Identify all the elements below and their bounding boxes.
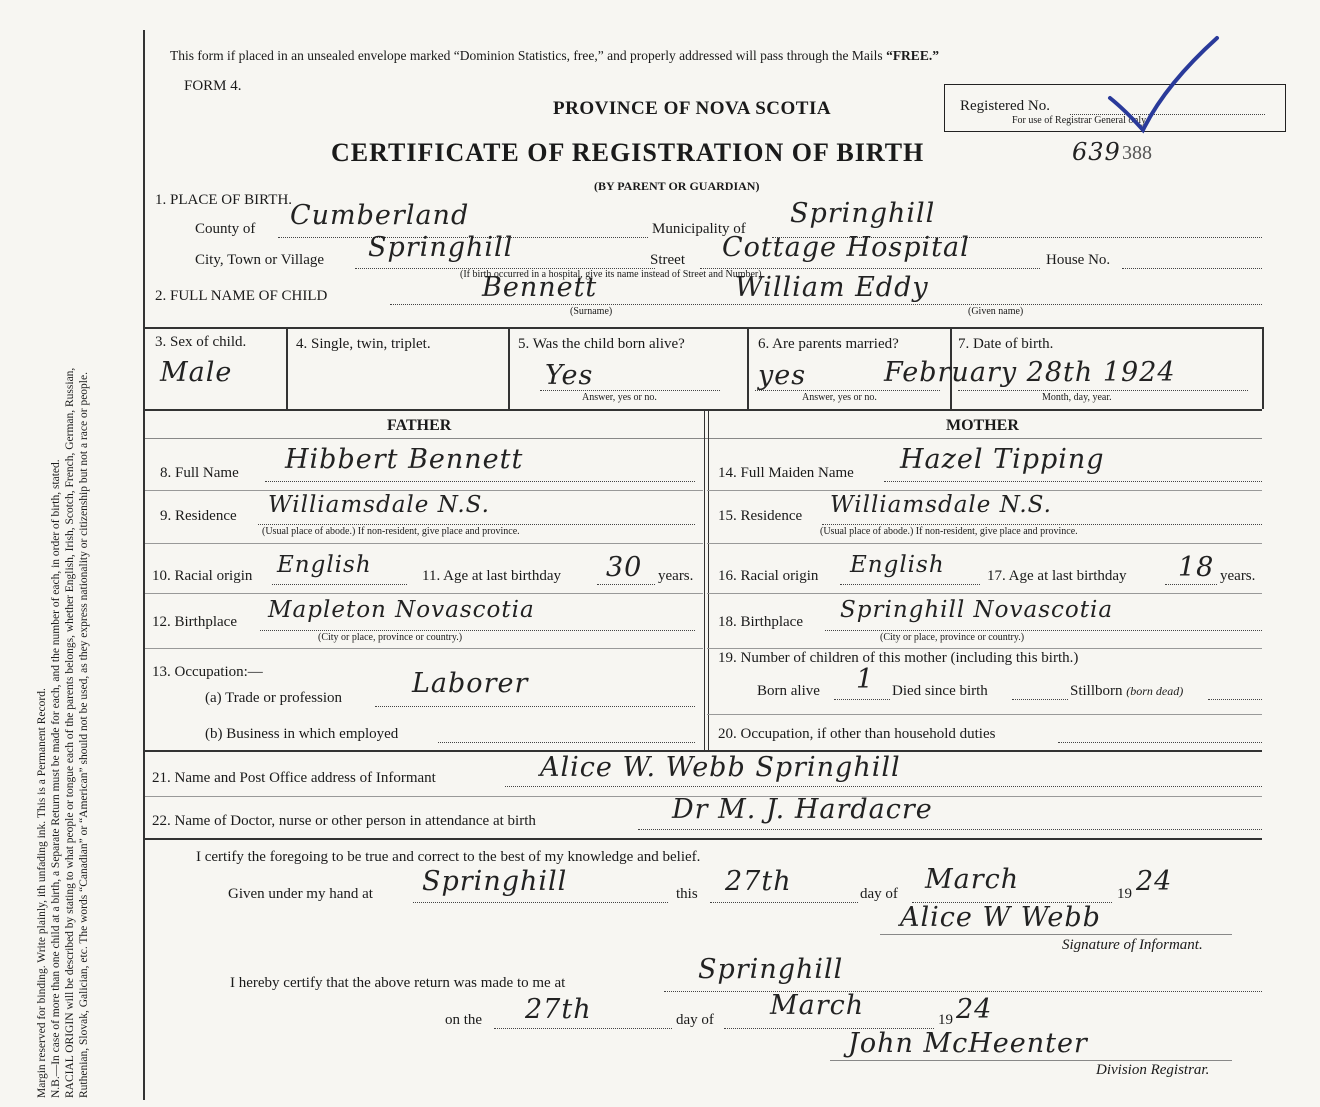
margin-line: N.B.—In case of more than one child at a birth, a Separate Return must be made for each, and the number of each, in order of birth, stated.	[50, 459, 62, 1098]
registrar-note: For use of Registrar General only.	[1012, 115, 1148, 126]
child-surname: Bennett	[482, 272, 598, 303]
registrar-year-prefix: 19	[938, 1012, 953, 1028]
mother-residence-value: Williamsdale N.S.	[830, 492, 1052, 518]
given-name-note: (Given name)	[968, 306, 1024, 317]
municipality-label: Municipality of	[652, 221, 746, 237]
given-day-value: 27th	[725, 866, 792, 897]
street-label: Street	[650, 252, 685, 268]
margin-line: Margin reserved for binding. Write plainly, ith unfading ink. This is a Permanent Record.	[36, 688, 48, 1098]
trade-label: (a) Trade or profession	[205, 690, 343, 706]
margin-line: Ruthenian, Slovak, Galician, etc. The words “Canadian” or “American” should not be used, as they express nationality or citizenship but not a race or people.	[78, 372, 90, 1098]
doctor-label: 22. Name of Doctor, nurse or other person in attendance at birth	[152, 813, 536, 829]
sex-value: Male	[160, 357, 233, 388]
married-value: yes	[758, 360, 807, 391]
registrar-day-value: 27th	[525, 994, 592, 1025]
mother-birthplace-label: 18. Birthplace	[718, 614, 803, 630]
father-age-label: 11. Age at last birthday	[422, 568, 561, 584]
married-answer-note: Answer, yes or no.	[802, 392, 877, 403]
check-mark-icon	[1105, 30, 1225, 140]
hospital-note: (If birth occurred in a hospital, give its name instead of Street and Number)	[460, 269, 762, 280]
form-number: FORM 4.	[184, 78, 242, 94]
certificate-subtitle: (BY PARENT OR GUARDIAN)	[594, 179, 760, 193]
children-label: 19. Number of children of this mother (including this birth.)	[718, 650, 1079, 666]
father-age-value: 30	[606, 552, 643, 583]
given-month-value: March	[925, 864, 1020, 895]
county-label: County of	[195, 221, 256, 237]
child-name-label: 2. FULL NAME OF CHILD	[155, 288, 328, 304]
father-residence-value: Williamsdale N.S.	[268, 492, 490, 518]
father-heading: FATHER	[387, 417, 452, 434]
city-value: Springhill	[368, 232, 514, 263]
house-number-label: House No.	[1046, 252, 1111, 268]
province-heading: PROVINCE OF NOVA SCOTIA	[553, 98, 832, 119]
alive-answer-note: Answer, yes or no.	[582, 392, 657, 403]
registrar-place-value: Springhill	[698, 954, 844, 985]
mail-notice: This form if placed in an unsealed envelope marked “Dominion Statistics, free,” and properly addressed will pass through the Mails “FREE.”	[170, 48, 939, 63]
trade-value: Laborer	[412, 668, 529, 699]
place-section-label: 1. PLACE OF BIRTH.	[155, 192, 293, 208]
business-label: (b) Business in which employed	[205, 726, 399, 742]
informant-signature-label: Signature of Informant.	[1062, 937, 1203, 953]
cert-number-handwritten: 639	[1072, 138, 1121, 166]
father-birthplace-label: 12. Birthplace	[152, 614, 237, 630]
municipality-value: Springhill	[790, 198, 936, 229]
this-label: this	[676, 886, 698, 902]
binding-rule	[143, 30, 145, 1100]
alive-label: 5. Was the child born alive?	[518, 336, 685, 352]
registrar-statement: I hereby certify that the above return was made to me at	[230, 975, 566, 991]
alive-value: Yes	[545, 360, 594, 391]
father-residence-note: (Usual place of abode.) If non-resident, give place and province.	[262, 526, 520, 537]
sex-label: 3. Sex of child.	[155, 334, 247, 350]
father-name-label: 8. Full Name	[160, 465, 239, 481]
informant-signature: Alice W Webb	[900, 902, 1101, 933]
mother-name-value: Hazel Tipping	[900, 444, 1105, 475]
mother-years: years.	[1220, 568, 1256, 584]
mother-birthplace-note: (City or place, province or country.)	[880, 632, 1025, 643]
dob-label: 7. Date of birth.	[958, 336, 1054, 352]
plurality-label: 4. Single, twin, triplet.	[296, 336, 431, 352]
mother-heading: MOTHER	[946, 417, 1019, 434]
given-under-label: Given under my hand at	[228, 886, 373, 902]
registered-label: Registered No.	[960, 98, 1050, 114]
father-racial-label: 10. Racial origin	[152, 568, 253, 584]
surname-note: (Surname)	[570, 306, 613, 317]
mother-residence-note: (Usual place of abode.) If non-resident, give place and province.	[820, 526, 1078, 537]
born-alive-value: 1	[856, 664, 875, 695]
father-residence-label: 9. Residence	[160, 508, 237, 524]
stillborn-label: Stillborn (born dead)	[1070, 683, 1184, 699]
father-birthplace-value: Mapleton Novascotia	[268, 597, 535, 623]
born-alive-label: Born alive	[757, 683, 820, 699]
given-year-value: 24	[1136, 866, 1173, 897]
mother-residence-label: 15. Residence	[718, 508, 803, 524]
city-label: City, Town or Village	[195, 252, 325, 268]
day-of-label: day of	[860, 886, 898, 902]
on-the-label: on the	[445, 1012, 483, 1028]
mother-age-value: 18	[1178, 552, 1215, 583]
margin-line: RACIAL ORIGIN will be described by stating to what people or tongue each of the parents belongs, whether English, Irish, Scotch, French, German, Russian,	[64, 367, 76, 1098]
registrar-month-value: March	[770, 990, 865, 1021]
dob-value: February 28th 1924	[884, 357, 1176, 388]
mother-age-label: 17. Age at last birthday	[987, 568, 1127, 584]
father-occupation-label: 13. Occupation:—	[152, 664, 263, 680]
informant-label: 21. Name and Post Office address of Informant	[152, 770, 436, 786]
informant-value: Alice W. Webb Springhill	[540, 752, 901, 783]
father-name-value: Hibbert Bennett	[285, 444, 524, 475]
registrar-signature-label: Division Registrar.	[1096, 1062, 1210, 1078]
mother-birthplace-value: Springhill Novascotia	[840, 597, 1114, 623]
doctor-value: Dr M. J. Hardacre	[672, 794, 933, 825]
cert-number-stamped: 388	[1122, 142, 1152, 164]
margin-instructions	[35, 38, 91, 1098]
county-value: Cumberland	[290, 200, 470, 231]
given-year-prefix: 19	[1117, 886, 1132, 902]
child-given-name: William Eddy	[735, 272, 929, 303]
dob-note: Month, day, year.	[1042, 392, 1112, 403]
father-years: years.	[658, 568, 694, 584]
registrar-day-of-label: day of	[676, 1012, 714, 1028]
mother-racial-value: English	[850, 552, 945, 578]
father-racial-value: English	[277, 552, 372, 578]
certify-statement: I certify the foregoing to be true and correct to the best of my knowledge and belief.	[196, 849, 701, 865]
married-label: 6. Are parents married?	[758, 336, 899, 352]
registrar-signature: John McHeenter	[848, 1028, 1088, 1059]
given-place-value: Springhill	[422, 866, 568, 897]
certificate-title: CERTIFICATE OF REGISTRATION OF BIRTH	[331, 138, 925, 167]
father-birthplace-note: (City or place, province or country.)	[318, 632, 463, 643]
mother-occupation-label: 20. Occupation, if other than household duties	[718, 726, 996, 742]
mother-racial-label: 16. Racial origin	[718, 568, 819, 584]
died-label: Died since birth	[892, 683, 988, 699]
registrar-year-value: 24	[956, 994, 993, 1025]
mother-name-label: 14. Full Maiden Name	[718, 465, 854, 481]
street-value: Cottage Hospital	[722, 232, 970, 263]
